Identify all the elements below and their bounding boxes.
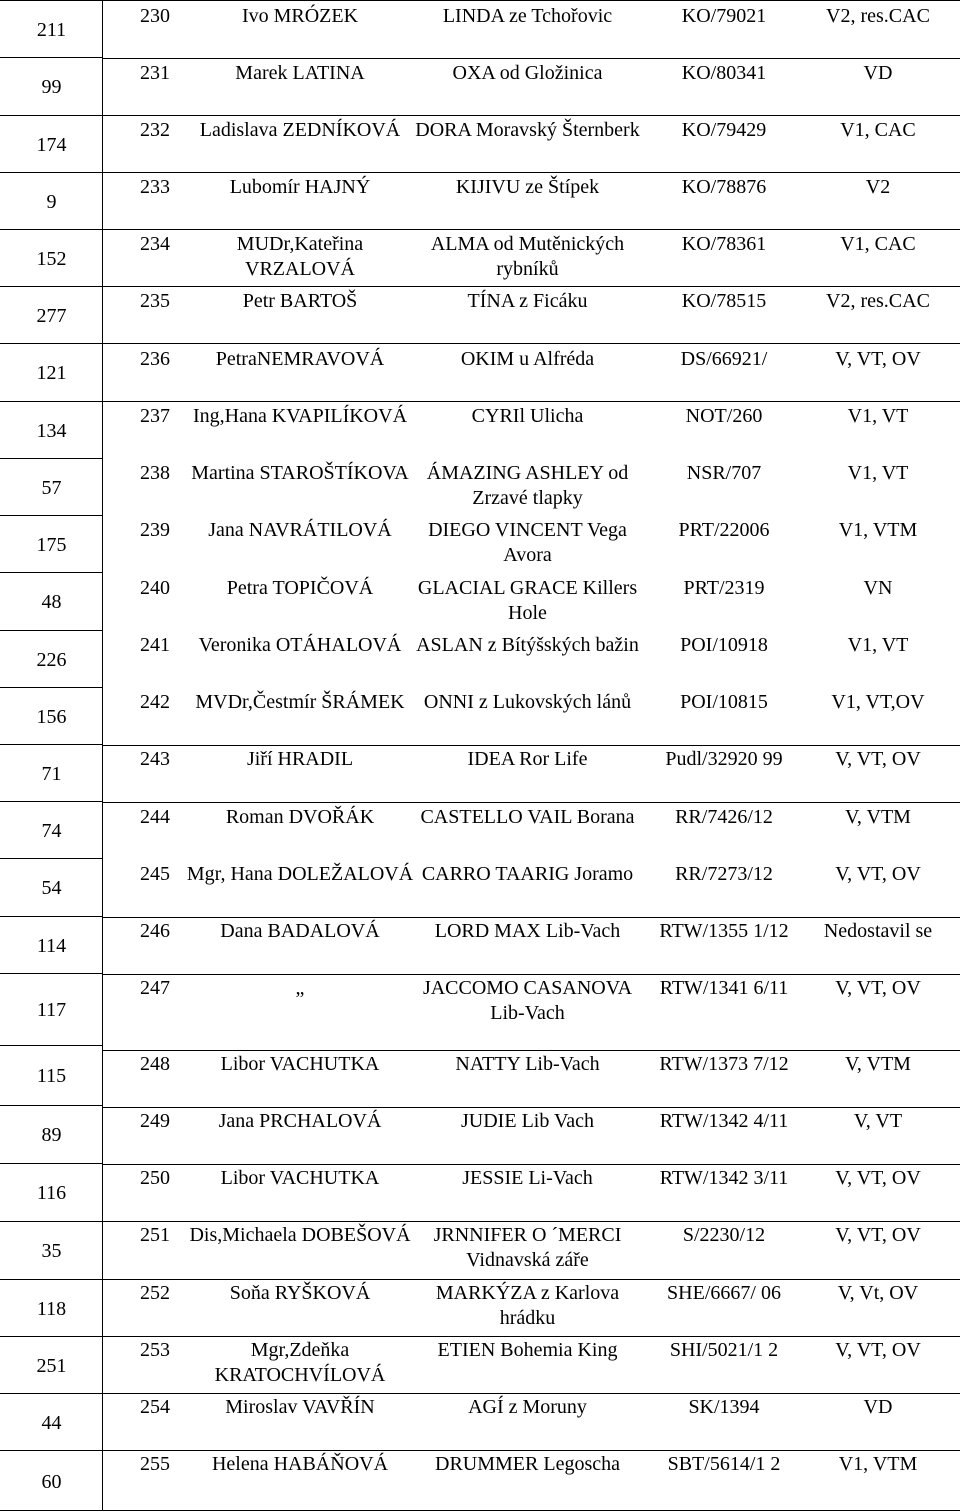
result: V, VTM (845, 806, 911, 828)
left-number-cell: 226 (0, 630, 103, 686)
entry-number: 230 (140, 5, 170, 27)
row-separator (103, 917, 960, 918)
row-separator (103, 1279, 960, 1280)
left-number-cell: 156 (0, 687, 103, 743)
entry-number: 246 (140, 920, 170, 942)
registration-number: SK/1394 (688, 1396, 760, 1418)
left-number-cell: 251 (0, 1336, 103, 1392)
registration-number: KO/78876 (681, 176, 767, 198)
registration-number: KO/78515 (681, 290, 767, 312)
left-number-cell: 118 (0, 1279, 103, 1335)
left-number-cell: 152 (0, 229, 103, 285)
owner-name: Martina STAROŠTÍKOVA (191, 462, 409, 484)
left-number-cell: 35 (0, 1221, 103, 1278)
result: Nedostavil se (823, 920, 933, 942)
entry-number: 237 (140, 405, 170, 427)
row-separator (103, 58, 960, 59)
left-number-cell: 99 (0, 57, 103, 114)
result: V1, VT,OV (831, 691, 925, 713)
dog-name: ASLAN z Bítýšských bažin (416, 634, 639, 656)
registration-number: Pudl/32920 99 (665, 748, 783, 770)
result: V, VT, OV (835, 1339, 921, 1361)
owner-name: Veronika OTÁHALOVÁ (198, 634, 402, 656)
entry-number: 255 (140, 1453, 170, 1475)
dog-name: DRUMMER Legoscha (435, 1453, 620, 1475)
owner-name: Libor VACHUTKA (220, 1053, 380, 1075)
registration-number: S/2230/12 (682, 1224, 766, 1246)
dog-name: JACCOMO CASANOVA Lib-Vach (422, 977, 633, 1024)
row-separator (103, 1336, 960, 1337)
left-number-cell: 60 (0, 1450, 103, 1511)
dog-name: CYRIl Ulicha (471, 405, 584, 427)
entry-number: 241 (140, 634, 170, 656)
result: V1, VT (847, 462, 909, 484)
dog-name: DORA Moravský Šternberk (415, 119, 640, 141)
result: V1, VT (847, 405, 909, 427)
dog-name: CARRO TAARIG Joramo (421, 863, 634, 885)
row-separator (103, 401, 960, 402)
owner-name: Ladislava ZEDNÍKOVÁ (199, 119, 401, 141)
owner-name: Libor VACHUTKA (220, 1167, 380, 1189)
left-number-cell: 277 (0, 286, 103, 342)
entry-number: 240 (140, 577, 170, 599)
row-separator (103, 1221, 960, 1222)
result: V, Vt, OV (837, 1282, 919, 1304)
result: V2 (865, 176, 891, 198)
registration-number: NSR/707 (686, 462, 762, 484)
left-number-cell: 174 (0, 115, 103, 171)
result: V, VTM (845, 1053, 911, 1075)
left-number-cell: 121 (0, 343, 103, 400)
left-number-cell: 117 (0, 973, 103, 1044)
registration-number: RTW/1355 1/12 (659, 920, 789, 942)
row-separator (103, 745, 960, 746)
entry-number: 244 (140, 806, 170, 828)
left-number-cell: 44 (0, 1393, 103, 1449)
registration-number: POI/10918 (680, 634, 768, 656)
row-separator (103, 1450, 960, 1451)
dog-name: IDEA Ror Life (467, 748, 588, 770)
result: VD (863, 1396, 893, 1418)
owner-name: Marek LATINA (235, 62, 365, 84)
owner-name: Helena HABÁŇOVÁ (211, 1453, 389, 1475)
owner-name: Miroslav VAVŘÍN (225, 1396, 375, 1418)
left-number-cell: 116 (0, 1163, 103, 1220)
entry-number: 236 (140, 348, 170, 370)
owner-name: PetraNEMRAVOVÁ (215, 348, 385, 370)
dog-name: JRNNIFER O ´MERCI Vidnavská záře (433, 1224, 622, 1271)
dog-name: LORD MAX Lib-Vach (434, 920, 621, 942)
dog-name: AGÍ z Moruny (468, 1396, 587, 1418)
owner-name: Ing,Hana KVAPILÍKOVÁ (192, 405, 408, 427)
owner-name: Ivo MRÓZEK (241, 5, 359, 27)
entry-number: 238 (140, 462, 170, 484)
dog-name: ÁMAZING ASHLEY od Zrzavé tlapky (426, 462, 629, 509)
result: VN (863, 577, 893, 599)
left-number-cell: 89 (0, 1105, 103, 1162)
result: V1, VTM (838, 519, 918, 541)
dog-name: ETIEN Bohemia King (437, 1339, 618, 1361)
entry-number: 248 (140, 1053, 170, 1075)
owner-name: Jana NAVRÁTILOVÁ (208, 519, 392, 541)
registration-number: NOT/260 (685, 405, 763, 427)
entry-number: 250 (140, 1167, 170, 1189)
owner-name: Jana PRCHALOVÁ (218, 1110, 382, 1132)
dog-name: KIJIVU ze Štípek (455, 176, 600, 198)
registration-number: RTW/1341 6/11 (659, 977, 789, 999)
owner-name: Roman DVOŘÁK (225, 806, 375, 828)
row-separator (103, 115, 960, 116)
result: V2, res.CAC (826, 290, 930, 312)
result: V1, VT (847, 634, 909, 656)
entry-number: 251 (140, 1224, 170, 1246)
row-separator (103, 1164, 960, 1165)
dog-name: ALMA od Mutěnických rybníků (430, 233, 625, 280)
row-separator (103, 802, 960, 803)
registration-number: DS/66921/ (680, 348, 768, 370)
registration-number: PRT/2319 (683, 577, 765, 599)
row-separator (103, 343, 960, 344)
registration-number: RR/7273/12 (675, 863, 773, 885)
left-number-cell: 211 (0, 0, 103, 56)
left-column-border (102, 0, 103, 1511)
entry-number: 239 (140, 519, 170, 541)
dog-name: OKIM u Alfréda (460, 348, 595, 370)
entry-number: 233 (140, 176, 170, 198)
registration-number: KO/79429 (681, 119, 767, 141)
row-separator (103, 0, 960, 1)
entry-number: 234 (140, 233, 170, 255)
dog-name: OXA od Gložinica (452, 62, 603, 84)
left-number-cell: 114 (0, 916, 103, 972)
owner-name: Jiří HRADIL (246, 748, 354, 770)
result: V, VT, OV (835, 1224, 921, 1246)
owner-name: Mgr, Hana DOLEŽALOVÁ (186, 863, 414, 885)
left-number-cell: 57 (0, 458, 103, 514)
left-number-cell: 54 (0, 858, 103, 915)
result: V1, CAC (840, 233, 916, 255)
left-number-cell: 74 (0, 801, 103, 857)
registration-number: PRT/22006 (678, 519, 770, 541)
entry-number: 232 (140, 119, 170, 141)
left-number-cell: 48 (0, 572, 103, 629)
row-separator (103, 1107, 960, 1108)
entry-number: 235 (140, 290, 170, 312)
owner-name: Soňa RYŠKOVÁ (229, 1282, 371, 1304)
dog-name: TÍNA z Ficáku (467, 290, 588, 312)
owner-name: „ (295, 977, 305, 999)
registration-number: RTW/1342 3/11 (659, 1167, 789, 1189)
registration-number: POI/10815 (680, 691, 768, 713)
row-separator (103, 229, 960, 230)
dog-name: JESSIE Li-Vach (462, 1167, 593, 1189)
result: V, VT (853, 1110, 903, 1132)
registration-number: RR/7426/12 (675, 806, 773, 828)
registration-number: SHI/5021/1 2 (669, 1339, 779, 1361)
left-number-cell: 71 (0, 744, 103, 800)
registration-number: RTW/1373 7/12 (659, 1053, 789, 1075)
dog-name: NATTY Lib-Vach (455, 1053, 600, 1075)
entry-number: 243 (140, 748, 170, 770)
left-number-cell: 134 (0, 401, 103, 457)
dog-name: GLACIAL GRACE Killers Hole (417, 577, 638, 624)
registration-number: RTW/1342 4/11 (659, 1110, 789, 1132)
registration-number: SBT/5614/1 2 (667, 1453, 781, 1475)
left-number-cell: 9 (0, 172, 103, 228)
table-bottom-border (0, 1510, 960, 1511)
row-separator (103, 1050, 960, 1051)
owner-name: Dis,Michaela DOBEŠOVÁ (189, 1224, 411, 1246)
entry-number: 249 (140, 1110, 170, 1132)
dog-name: DIEGO VINCENT Vega Avora (428, 519, 627, 566)
owner-name: MVDr,Čestmír ŠRÁMEK (195, 691, 405, 713)
result: V1, VTM (838, 1453, 918, 1475)
owner-name: Dana BADALOVÁ (220, 920, 380, 942)
registration-number: KO/79021 (681, 5, 767, 27)
entry-number: 247 (140, 977, 170, 999)
owner-name: MUDr,Kateřina VRZALOVÁ (236, 233, 364, 280)
dog-name: MARKÝZA z Karlova hrádku (435, 1282, 620, 1329)
dog-name: CASTELLO VAIL Borana (420, 806, 635, 828)
entry-number: 242 (140, 691, 170, 713)
result: V, VT, OV (835, 977, 921, 999)
result: V, VT, OV (835, 1167, 921, 1189)
dog-name: JUDIE Lib Vach (461, 1110, 594, 1132)
owner-name: Petr BARTOŠ (242, 290, 358, 312)
registration-number: KO/80341 (681, 62, 767, 84)
entry-number: 254 (140, 1396, 170, 1418)
row-separator (103, 974, 960, 975)
result: V2, res.CAC (826, 5, 930, 27)
registration-number: KO/78361 (681, 233, 767, 255)
result: V, VT, OV (835, 863, 921, 885)
entry-number: 253 (140, 1339, 170, 1361)
row-separator (103, 286, 960, 287)
result: V, VT, OV (835, 748, 921, 770)
owner-name: Petra TOPIČOVÁ (226, 577, 374, 599)
owner-name: Lubomír HAJNÝ (229, 176, 371, 198)
left-number-cell: 175 (0, 515, 103, 571)
registration-number: SHE/6667/ 06 (667, 1282, 781, 1304)
dog-name: ONNI z Lukovských lánů (423, 691, 632, 713)
left-number-cell: 115 (0, 1045, 103, 1104)
owner-name: Mgr,Zdeňka KRATOCHVÍLOVÁ (214, 1339, 386, 1386)
row-separator (103, 172, 960, 173)
result: V, VT, OV (835, 348, 921, 370)
result: VD (863, 62, 893, 84)
result: V1, CAC (840, 119, 916, 141)
dog-name: LINDA ze Tchořovic (442, 5, 613, 27)
entry-number: 252 (140, 1282, 170, 1304)
entry-number: 245 (140, 863, 170, 885)
entry-number: 231 (140, 62, 170, 84)
row-separator (103, 1393, 960, 1394)
